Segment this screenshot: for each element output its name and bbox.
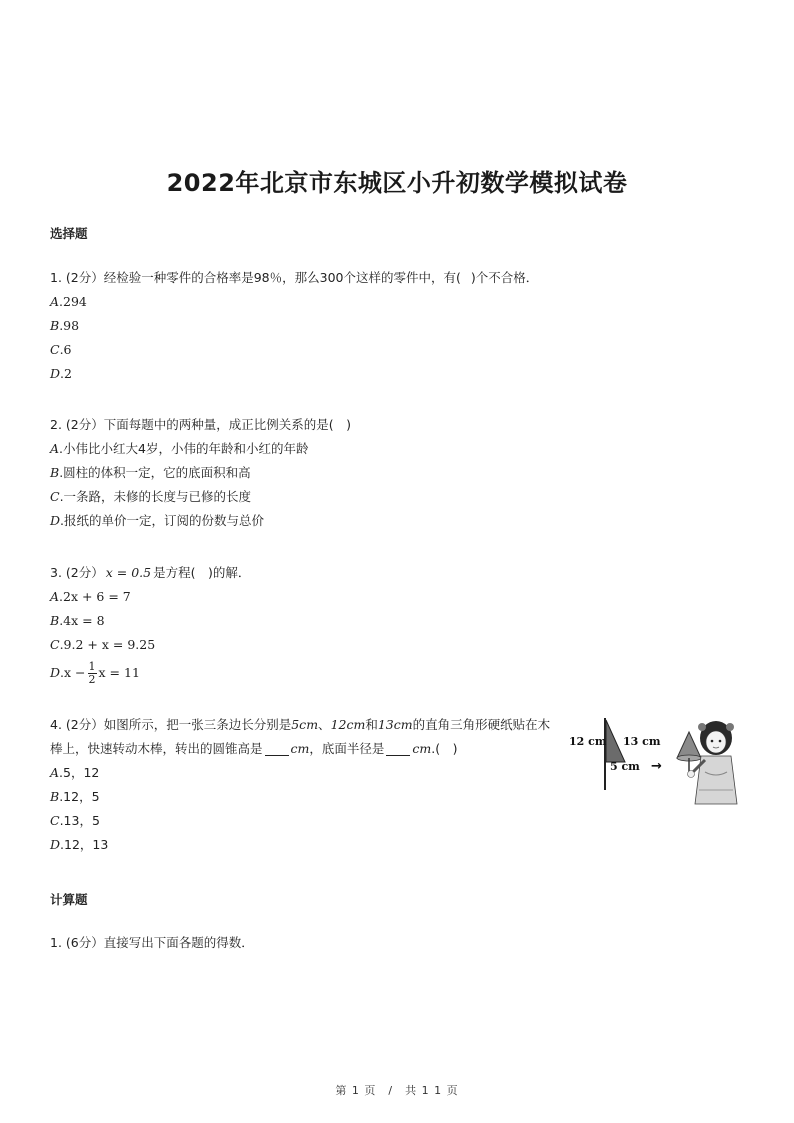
stem-math: x = 0.5: [105, 565, 152, 580]
page-footer: 第 1 页 / 共 1 1 页: [335, 1084, 459, 1097]
option-key: A: [50, 765, 60, 780]
stem-part: 4. (2分）如图所示，把一张三条边长分别是: [50, 717, 292, 732]
question-2: [50, 413, 351, 533]
fraction: [88, 661, 97, 686]
option-key: B: [50, 613, 60, 628]
option-a: [50, 761, 550, 785]
option-text: .一条路，未修的长度与已修的长度: [59, 489, 252, 504]
option-text: .13，5: [59, 813, 100, 828]
option-key: D: [50, 665, 61, 680]
answer-blank: [265, 743, 289, 756]
stem-part: 1. (2分）经检验一种零件的合格率是98％，那么300个这样的零件中，有(: [50, 270, 461, 285]
option-key: C: [50, 813, 60, 828]
stem-math: cm: [290, 741, 310, 756]
option-text: .圆柱的体积一定，它的底面积和高: [59, 465, 251, 480]
option-text: .5，12: [59, 765, 100, 780]
question-stem: [50, 266, 538, 290]
stem-math: cm: [412, 741, 432, 756]
option-text: .98: [59, 318, 80, 333]
stem-part: )个不合格．: [470, 270, 539, 285]
question-stem-line-1: [50, 713, 550, 737]
stem-part: 是方程( )的解．: [153, 565, 251, 580]
option-b: [50, 461, 351, 485]
question-stem: 2. (2分）下面每题中的两种量，成正比例关系的是( ): [50, 417, 351, 432]
label-13cm: 13 cm: [623, 735, 661, 748]
option-key: C: [50, 637, 60, 652]
option-text: .12，13: [60, 837, 109, 852]
stem-part: 3. (2分）: [50, 565, 104, 580]
option-key: B: [50, 465, 60, 480]
section-heading-calc: 计算题: [50, 892, 88, 907]
option-b: [50, 314, 538, 338]
option-text: .9.2 + x = 9.25: [59, 637, 156, 652]
fraction-numerator: 1: [88, 659, 96, 673]
stem-math: 13cm: [377, 717, 413, 732]
stem-part: 的直角三角形硬纸贴在木: [412, 717, 551, 732]
option-c: [50, 633, 250, 657]
option-key: B: [50, 789, 60, 804]
stem-part: ，底面半径是: [309, 741, 385, 756]
option-a: [50, 437, 351, 461]
option-key: D: [50, 837, 61, 852]
arrow-icon: →: [651, 759, 662, 774]
option-d: [50, 657, 250, 689]
answer-blank: [386, 743, 410, 756]
option-key: D: [50, 513, 61, 528]
option-d: [50, 509, 351, 533]
stem-part: 和: [365, 717, 378, 732]
stem-math: 12cm: [330, 717, 366, 732]
stem-math: 5cm: [291, 717, 319, 732]
stem-part: 、: [318, 717, 331, 732]
question-4: [50, 713, 550, 857]
question-1: [50, 266, 538, 386]
stem-part: .( ): [431, 741, 458, 756]
option-text: .4x = 8: [59, 613, 105, 628]
option-key: D: [50, 366, 61, 381]
option-text: .x −: [60, 665, 86, 680]
question-stem-line-2: [50, 737, 550, 761]
stem-part: 棒上，快速转动木棒，转出的圆锥高是: [50, 741, 263, 756]
label-5cm: 5 cm: [610, 760, 640, 773]
option-text: .12，5: [59, 789, 100, 804]
label-12cm: 12 cm: [569, 735, 607, 748]
option-text: .2x + 6 = 7: [59, 589, 131, 604]
cone-shape: [677, 732, 701, 758]
triangle-cone-figure: [565, 712, 745, 812]
option-key: A: [50, 589, 60, 604]
option-key: B: [50, 318, 60, 333]
option-key: C: [50, 342, 60, 357]
option-key: A: [50, 294, 60, 309]
option-key: A: [50, 441, 60, 456]
girl-illustration: [688, 721, 738, 804]
question-stem: [50, 561, 250, 585]
question-3: [50, 561, 250, 689]
question-stem: 1. (6分）直接写出下面各题的得数．: [50, 935, 254, 950]
option-text: .报纸的单价一定，订阅的份数与总价: [60, 513, 265, 528]
option-c: [50, 338, 538, 362]
option-text: .2: [60, 366, 72, 381]
option-text: x = 11: [98, 665, 140, 680]
option-c: [50, 809, 550, 833]
option-c: [50, 485, 351, 509]
option-b: [50, 609, 250, 633]
option-text: .6: [59, 342, 72, 357]
option-d: [50, 362, 538, 386]
question-calc-1: [50, 931, 254, 955]
option-b: [50, 785, 550, 809]
option-d: [50, 833, 550, 857]
option-text: .小伟比小红大4岁，小伟的年龄和小红的年龄: [59, 441, 309, 456]
option-text: .294: [59, 294, 87, 309]
page-title: 2022年北京市东城区小升初数学模拟试卷: [166, 169, 628, 197]
section-heading-choice: 选择题: [50, 226, 88, 241]
option-a: [50, 290, 538, 314]
fraction-denominator: 2: [88, 672, 96, 686]
option-key: C: [50, 489, 60, 504]
option-a: [50, 585, 250, 609]
